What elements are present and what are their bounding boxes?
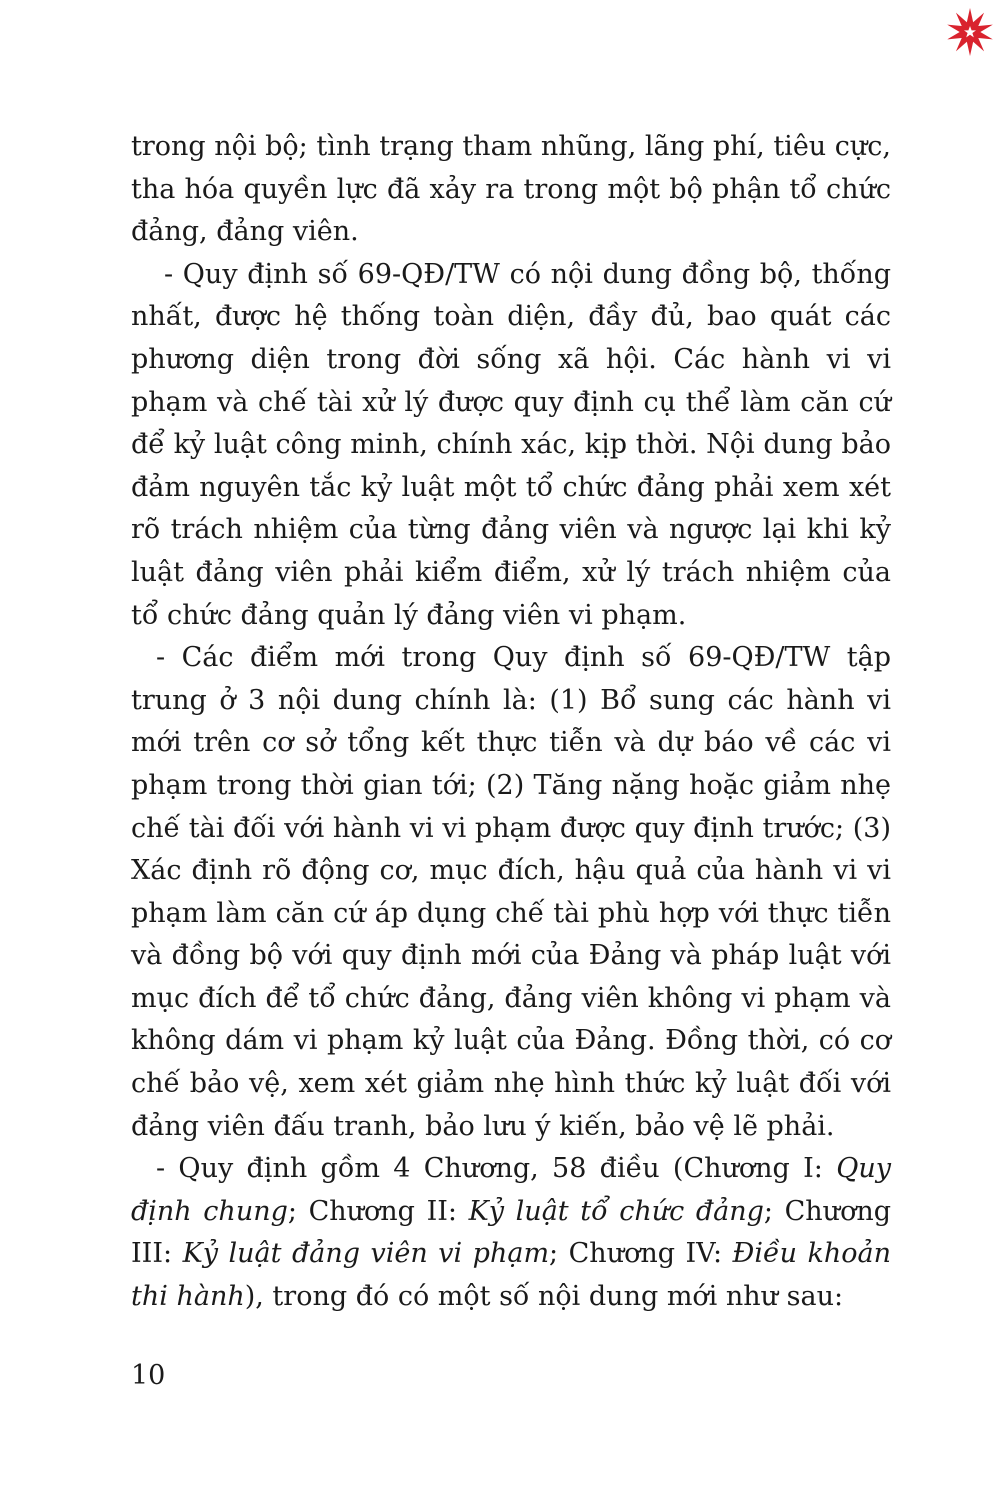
body-text	[131, 126, 891, 1319]
chapter-3-title: Kỷ luật đảng viên vi phạm	[182, 1238, 550, 1270]
paragraph-chapters	[131, 1148, 891, 1318]
chapter-4-title: Điều khoản thi hành	[131, 1238, 891, 1313]
paragraph-regulation-overview: - Quy định số 69-QĐ/TW có nội dung đồng bộ, thống nhất, được hệ thống toàn diện, đầy đủ, bao quát các phương diện trong đời sống xã hội. Các hành vi vi phạm và chế tài xử lý được quy định cụ thể làm căn cứ để kỷ luật công minh, chính xác, kịp thời. Nội dung bảo đảm nguyên tắc kỷ luật một tổ chức đảng phải xem xét rõ trách nhiệm của từng đảng viên và ngược lại khi kỷ luật đảng viên phải kiểm điểm, xử lý trách nhiệm của tổ chức đảng quản lý đảng viên vi phạm.	[131, 258, 891, 631]
red-star-flower-logo	[944, 6, 996, 58]
chapters-text: ; Chương IV:	[549, 1238, 733, 1270]
chapters-text: ; Chương III:	[131, 1195, 891, 1270]
paragraph-new-points: - Các điểm mới trong Quy định số 69-QĐ/TW tập trung ở 3 nội dung chính là: (1) Bổ sung các hành vi mới trên cơ sở tổng kết thực tiễn và dự báo về các vi phạm trong thời gian tới; (2) Tăng nặng hoặc giảm nhẹ chế tài đối với hành vi vi phạm được quy định trước; (3) Xác định rõ động cơ, mục đích, hậu quả của hành vi vi phạm làm căn cứ áp dụng chế tài phù hợp với thực tiễn và đồng bộ với quy định mới của Đảng và pháp luật với mục đích để tổ chức đảng, đảng viên không vi phạm và không dám vi phạm kỷ luật của Đảng. Đồng thời, có cơ chế bảo vệ, xem xét giảm nhẹ hình thức kỷ luật đối với đảng viên đấu tranh, bảo lưu ý kiến, bảo vệ lẽ phải.	[131, 642, 891, 1142]
chapter-1-title: Quy định chung	[131, 1153, 891, 1227]
chapters-text: - Quy định gồm 4 Chương, 58 điều (Chương I:	[156, 1153, 837, 1185]
chapters-text: ), trong đó có một số nội dung mới như sau:	[244, 1281, 844, 1313]
chapter-2-title: Kỷ luật tổ chức đảng	[468, 1195, 764, 1227]
paragraph-continued: trong nội bộ; tình trạng tham nhũng, lãng phí, tiêu cực, tha hóa quyền lực đã xảy ra trong một bộ phận tổ chức đảng, đảng viên.	[131, 131, 891, 248]
page-number: 10	[131, 1360, 166, 1391]
chapters-text: ; Chương II:	[287, 1195, 469, 1227]
